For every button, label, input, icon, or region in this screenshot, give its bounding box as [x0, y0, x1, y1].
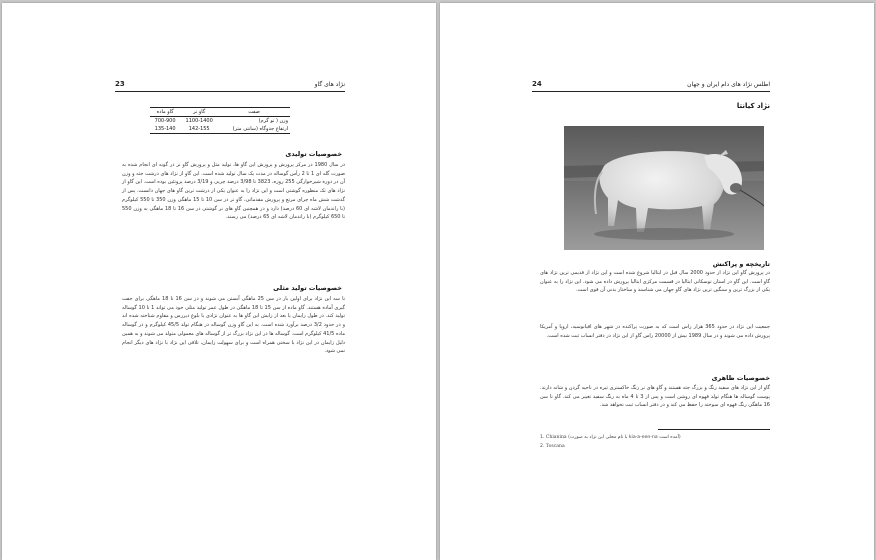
table-row	[150, 125, 290, 134]
table-cell: 1100-1400	[185, 118, 213, 124]
table-cell: وزن ( تو گرم)	[258, 118, 288, 124]
section-text-history-1: در پرورش گاو این نژاد از حدود 2000 سال قبل در ایتالیا شروع شده است و این نژاد از قدیمی ترین نژاد های گاو است. این گاو در استان توسکانی ایتالیا در قسمت مرکزی ایتالیا پرورش داده می شود. این نژاد را به عنوان یکی از بزرگ ترین و سنگین ترین نژاد های گاو جهان می شناسند و ساختار بدنی آن قوی است.	[540, 270, 771, 294]
section-heading-reproduction: خصوصیات تولید مثلی	[273, 284, 342, 292]
section-heading-history: تاریخچه و پراکنش	[712, 260, 770, 268]
bull-photo	[564, 126, 764, 250]
footnote-number: 2.	[540, 444, 545, 449]
section-heading-appearance: خصوصیات ظاهری	[711, 374, 770, 382]
page-number: 23	[115, 80, 125, 88]
section-text-production: در سال 1980 در مرکز پرورش و پرورش این گاو ها، تولید مثل و پرورش گاو نر در گونه ای انجام شده به صورت گله ای 1 تا 2 رأس گوساله در مدت یک سال تولید شده است. این گاو از نژاد های درشت جثه و وزن آن در دوره شیرخوارگی 255 روزه، 3823 تا 3/98 درصد چربی و 3/19 درصد پروتئین بوده است. این گاو از نژاد های تک منظوره گوشتی است و این نژاد را به عنوان یکی از درشت ترین گاو های جهان دانست. پس از گذشت شش ماه چرای مرتع و پرورش مقدماتی، گاو نر در سن 10 تا 15 ماهگی وزن 350 تا 550 کیلوگرم (با راندمان لاشه ای 60 درصد) دارد و در همچنین گاو های نر گوشتی در سن 16 تا 18 ماهگی به وزن 550 تا 650 کیلوگرم (با راندمان لاشه ای 65 درصد) می رسند.	[122, 162, 346, 221]
breed-weight-table	[150, 107, 290, 134]
footnote-number: 1.	[540, 435, 545, 440]
table-header-cell: صفت	[218, 108, 290, 117]
running-title: اطلس نژاد های دام ایران و جهان	[687, 81, 770, 88]
page-header	[115, 79, 345, 92]
footnote-note: (با نام محلی این نژاد به صورت kia-a-een-na آمده است)	[568, 435, 681, 440]
section-text-reproduction: تا سه این نژاد برای اولین بار در سن 25 ماهگی آبستن می شوند و در سن 16 تا 18 ماهگی برای جفت گیری آماده هستند. گاو ماده از سن 15 تا 18 ماهگی در طول عمر تولید مثلی خود می تواند 1 تا 10 گوساله تولید کند. در طول زایمان یا بعد از زایش این گاو ها به عنوان نژادی با بلوغ دیررس و مقاوم شناخته شده اند و در حدود 3/2 درصد برآورد شده است. به این گاو وزن گوساله در هنگام تولد 45/5 کیلوگرم و در گوساله ماده 41/5 کیلوگرم است. گوساله ها در این نژاد بزرگ تر از گوساله های معمولی متولد می شوند و به همین دلیل زایمان در این نژاد با سختی همراه است و برای سهولت زایمان، تلاقی این نژاد با نژاد های دیگر انجام نمی شود.	[122, 296, 345, 355]
table-cell: 142-155	[180, 125, 218, 134]
running-title: نژاد های گاو	[314, 81, 345, 88]
table-header-row	[150, 108, 290, 117]
section-text-appearance: گاو از این نژاد های سفید رنگ و بزرگ جثه هستند و گاو های نر رنگ خاکستری تیره در ناحیه گردن و شانه دارند. پوست گوساله ها هنگام تولد قهوه ای روشن است و پس از 3 تا 4 ماه به رنگ سفید تغییر می کند. گاو تا سن 16 ماهگی رنگ قهوه ای سوخته را حفظ می کند و در دفتر انساب ثبت نخواهد شد.	[540, 385, 770, 409]
table-row	[150, 117, 290, 126]
footnote-1	[540, 435, 681, 440]
page-24	[440, 3, 874, 560]
table-cell: 135-140	[150, 125, 180, 134]
table-cell: ارتفاع جدوگاه (سانتی متر)	[218, 125, 290, 134]
footnote-2	[540, 444, 565, 449]
page-23	[2, 3, 436, 560]
page-header	[532, 79, 770, 92]
bull-photo-image	[564, 126, 764, 250]
table-cell: 700-900	[154, 118, 176, 124]
footnote-latin-term: Toscana	[545, 444, 565, 449]
table-header-cell: گاو ماده	[150, 108, 180, 117]
section-text-history-2: جمعیت این نژاد در حدود 365 هزار راس است که به صورت پراکنده در شهر های اقیانوسیه، اروپا و آمریکا پرورش داده می شوند و در سال 1989 بیش از 20000 راس گاو از این نژاد در دفتر انساب ثبت شده است.	[540, 324, 771, 339]
footnote-rule	[658, 429, 770, 430]
table-header-cell: گاو نر	[180, 108, 218, 117]
breed-title: نژاد کیانتا	[736, 102, 770, 110]
page-number: 24	[532, 80, 542, 88]
footnote-latin-term: Chianina	[545, 435, 567, 440]
section-heading-production: خصوصیات تولیدی	[285, 150, 342, 158]
